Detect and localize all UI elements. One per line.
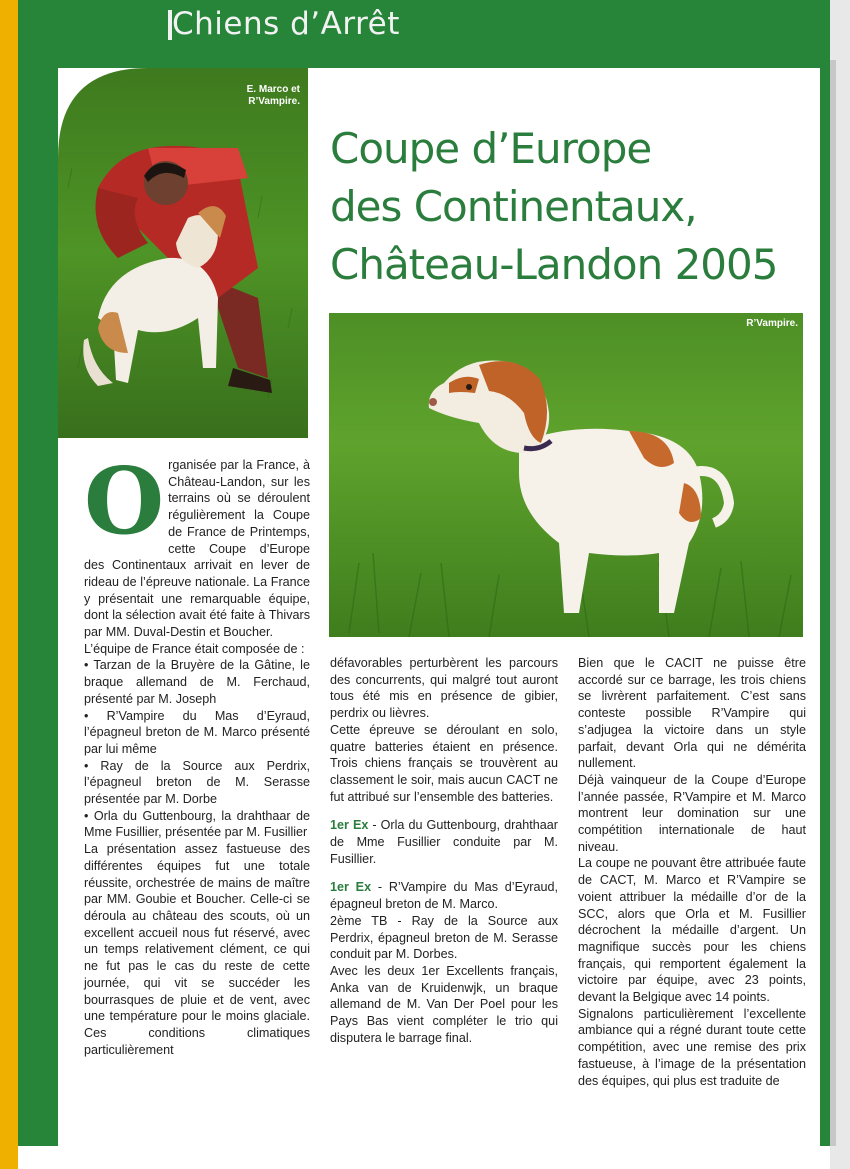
team-member: • Tarzan de la Bruyère de la Gâtine, le braque allemand de M. Ferchaud, présenté par M. Joseph xyxy=(84,658,310,706)
scan-edge xyxy=(0,0,18,1169)
page-number: 22 xyxy=(60,1078,80,1096)
drop-cap: O xyxy=(84,447,165,555)
team-member: • Ray de la Source aux Perdrix, l’épagneul breton de M. Serasse présentée par M. Dorbe xyxy=(84,758,310,807)
caption-line: E. Marco et xyxy=(246,84,300,95)
paragraph: Bien que le CACIT ne puisse être accordé sur ce barrage, les trois chiens se livrèrent parfaitement. C’est sans conteste possible R’Vampire qui s’adjugea la victoire dans un style parfait, devant Orla qui ne démérita nullement. xyxy=(578,656,806,771)
team-member: • R’Vampire du Mas d’Eyraud, l’épagneul breton de M. Marco présenté par lui même xyxy=(84,708,310,756)
result-label: 1er Ex xyxy=(330,880,372,895)
paragraph: La coupe ne pouvant être attribuée faute de CACT, M. Marco et R’Vampire se voient attribuer la médaille d’or de la SCC, alors que Orla et M. Fusillier décrochent la médaille d’argent. Un magnifique succès pour les chiens français, qui remportent également la victoire par équipe, avec 23 points, devant la Belgique avec 14 points. xyxy=(578,856,806,1005)
paragraph: Déjà vainqueur de la Coupe d’Europe l’année passée, R’Vampire et M. Marco montrent leur domination sur une compétition internationale de haut niveau. xyxy=(578,772,806,854)
paragraph: Signalons particulièrement l’excellente ambiance qui a régné durant toute cette compétition, avec une remise des prix fastueuse, à l’image de la présentation des équipes, qui plus est traduite de xyxy=(578,1006,806,1088)
result-entry xyxy=(330,879,558,912)
photo-caption-dog: R’Vampire. xyxy=(746,318,798,329)
result-text: - Orla du Guttenbourg, drahthaar de Mme Fusillier conduite par M. Fusillier. xyxy=(330,818,558,866)
caption-line: R’Vampire. xyxy=(248,96,300,107)
headline-line: Coupe d’Europe xyxy=(330,124,652,173)
result-entry: 2ème TB - Ray de la Source aux Perdrix, épagneul breton de M. Serasse conduit par M. Dorbes. xyxy=(330,913,558,962)
presentation-paragraph: La présentation assez fastueuse des différentes équipes fut une totale réussite, orchestrée de mains de maître par MM. Goubie et Boucher. Celle-ci se déroula au château des scouts, où un excellent accueil nous fut réservé, avec un temps relativement clément, ce qui ne fut pas le cas du reste de cette journée, qui vit se succéder les bourrasques de pluie et de vent, avec une température pour le moins glaciale. Ces conditions climatiques particulièrement xyxy=(84,842,310,1057)
article-column-1 xyxy=(84,447,310,1058)
team-member: • Orla du Guttenbourg, la drahthaar de Mme Fusillier, présentée par M. Fusillier xyxy=(84,808,310,840)
green-side-strip xyxy=(18,68,58,1146)
headline-line: des Continentaux, xyxy=(330,182,697,231)
result-label: 1er Ex xyxy=(330,818,369,833)
spacer xyxy=(330,867,558,879)
article-column-3 xyxy=(578,655,806,1089)
result-text: - R’Vampire du Mas d’Eyraud, épagneul breton de M. Marco. xyxy=(330,880,559,912)
page-edge xyxy=(830,0,850,1169)
photo-handler-and-dog xyxy=(58,68,308,438)
headline-line: Château-Landon 2005 xyxy=(330,240,778,289)
team-heading: L’équipe de France était composée de : xyxy=(84,641,305,656)
photo-dog-in-field xyxy=(329,313,803,637)
paragraph: Avec les deux 1er Excellents français, Anka van de Kruidenwjk, un braque allemand de M. Van Der Poel pour les Pays Bas vient compléter le trio qui disputera le barrage final. xyxy=(330,963,558,1045)
photo-caption-handler xyxy=(200,84,300,108)
paragraph: Cette épreuve se déroulant en solo, quatre batteries étaient en présence. Trois chiens français se trouvèrent au classement le soir, mais aucun CACT ne fut attribué sur l’ensemble des batteries. xyxy=(330,722,558,804)
paragraph: défavorables perturbèrent les parcours des concurrents, qui malgré tout auront tous été mis en présence de gibier, perdrix ou lièvres. xyxy=(330,656,558,721)
article-column-2 xyxy=(330,655,558,1046)
result-entry xyxy=(330,817,558,867)
intro-paragraph: rganisée par la France, à Château-Landon, sur les terrains où se déroulent régulièrement la Coupe de France de Printemps, cette Coupe d’Europe des Continentaux arrivait en lever de rideau de l’épreuve nationale. La France y présentait une remarquable équipe, dont la sélection avait été faite à Thivars par MM. Duval-Destin et Boucher. xyxy=(84,458,310,640)
page-fold xyxy=(830,60,836,1146)
article-headline xyxy=(330,120,810,294)
spacer xyxy=(330,805,558,817)
section-title: Chiens d’Arrêt xyxy=(172,6,400,42)
